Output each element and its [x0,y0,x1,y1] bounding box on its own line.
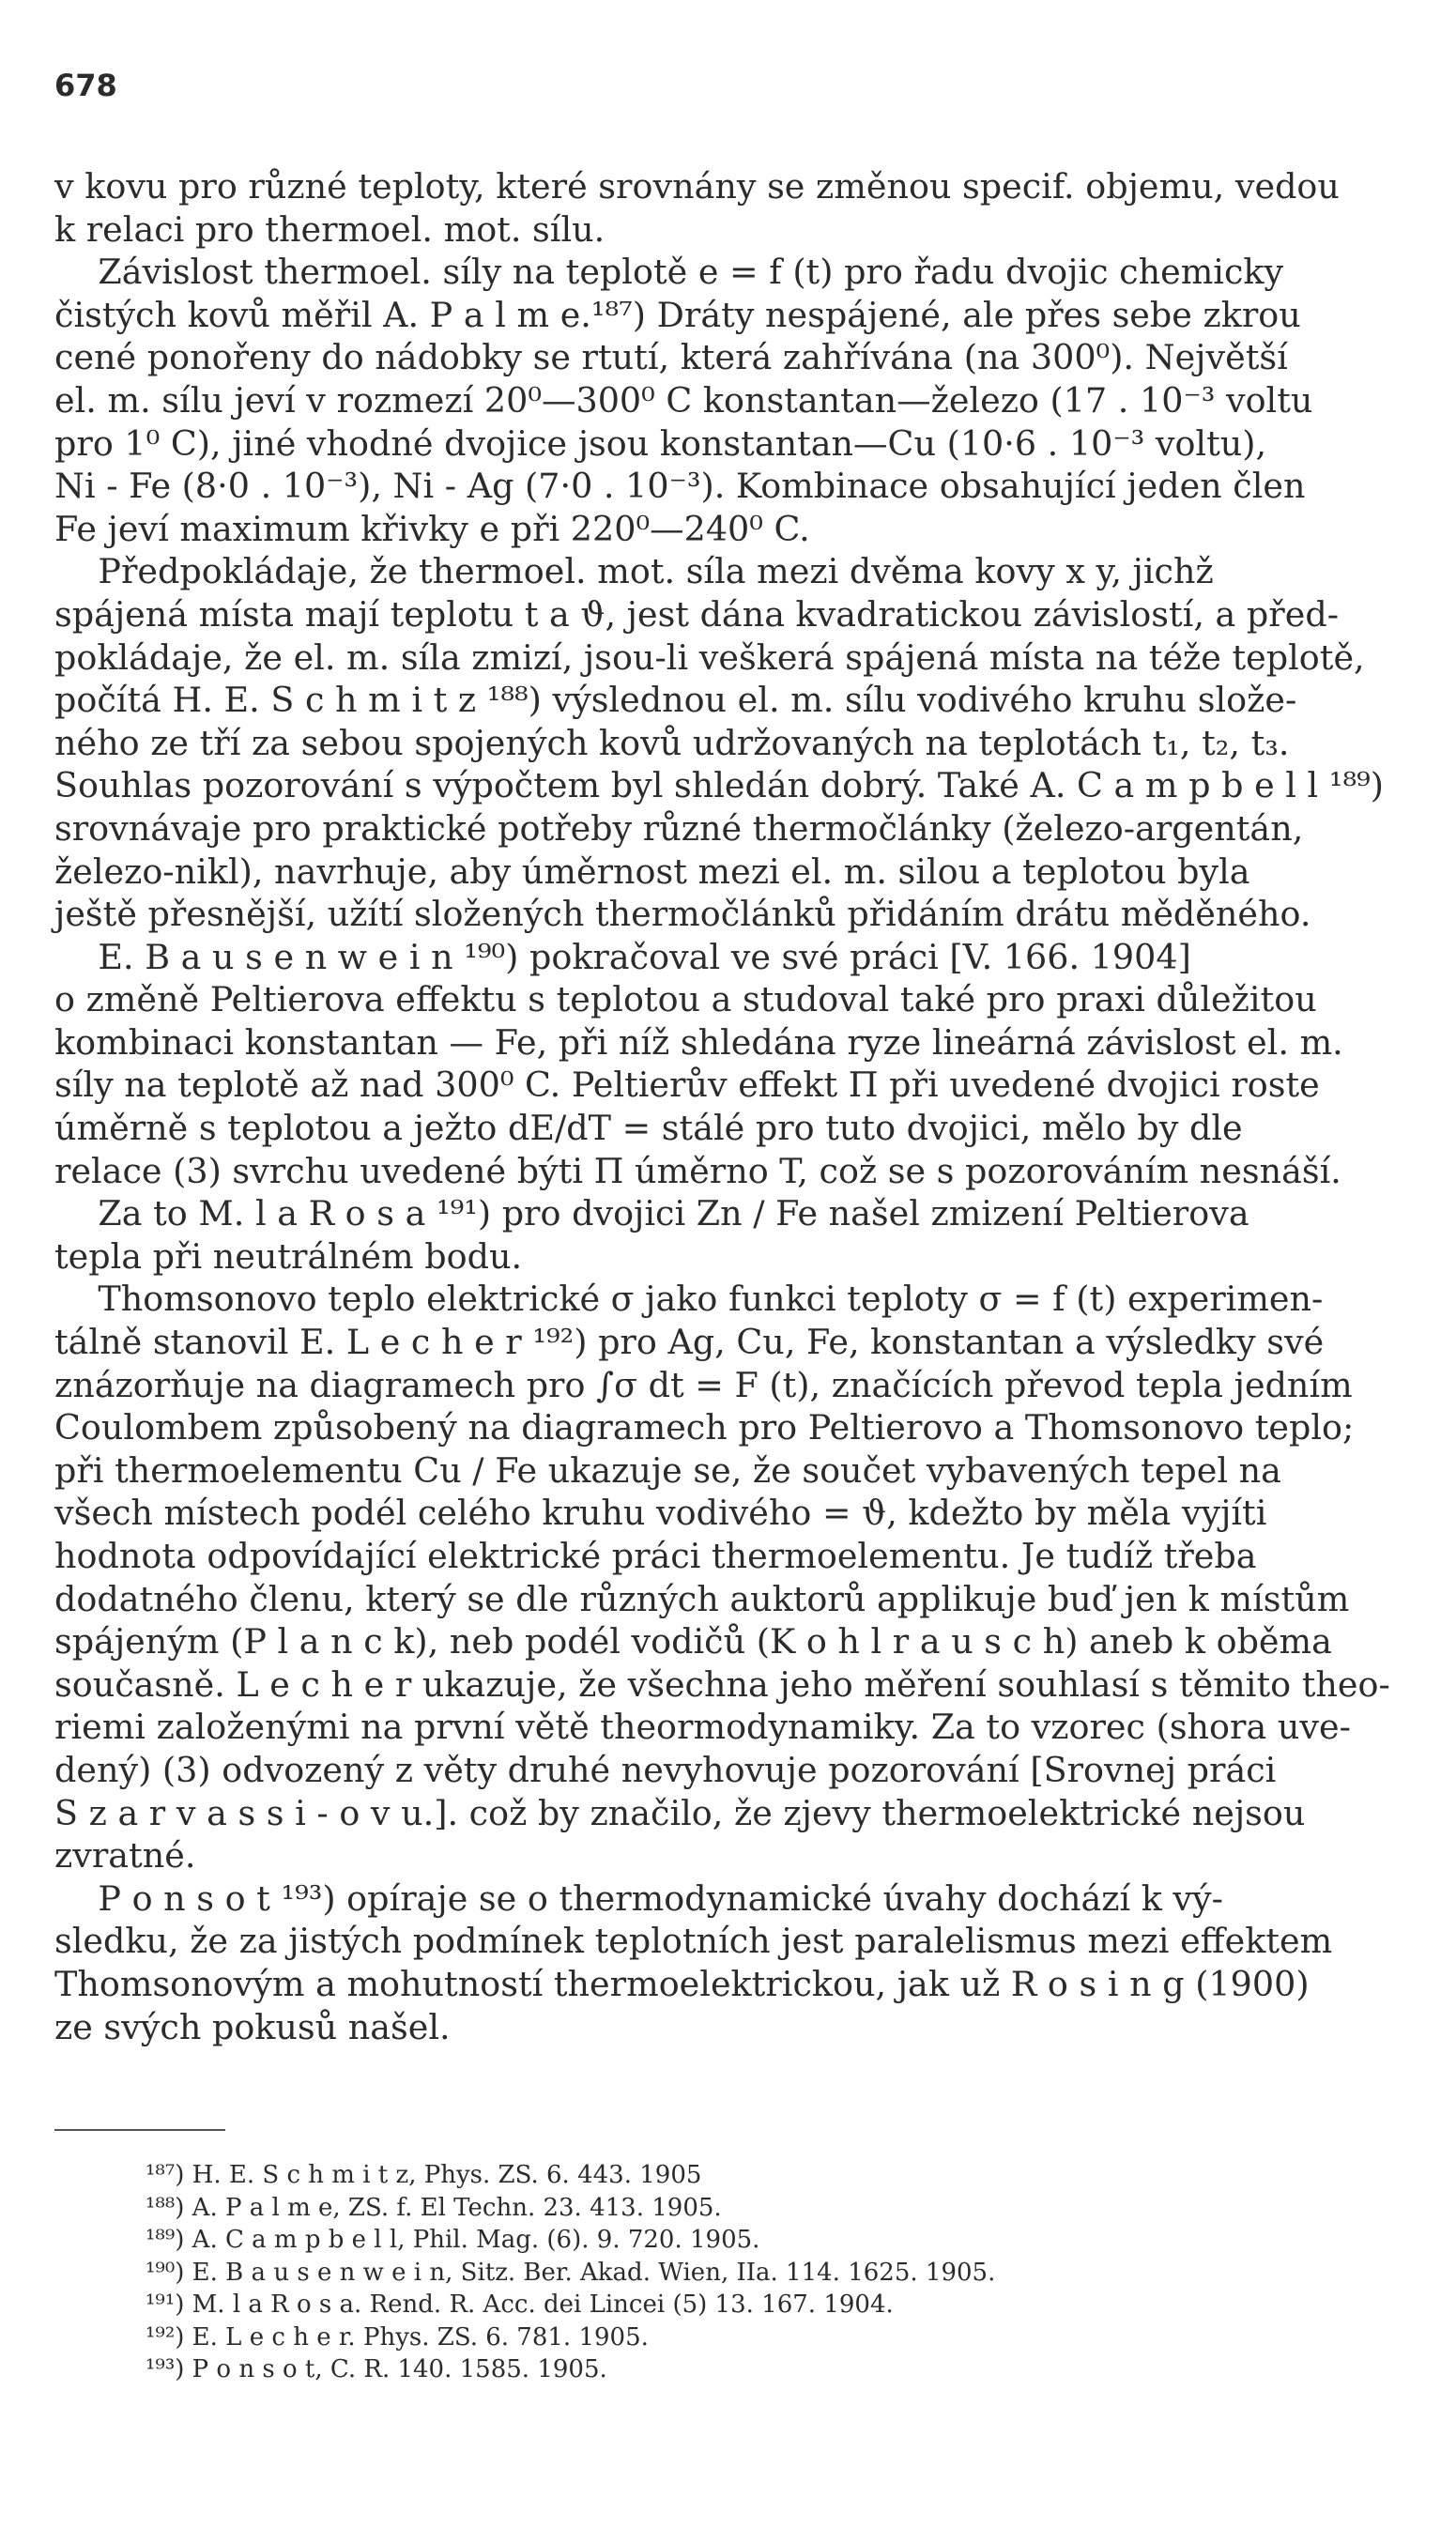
footnote: ¹⁸⁹) A. C a m p b e l l, Phil. Mag. (6). 9. 720. 1905. [146,2226,760,2254]
text-line: počítá H. E. S c h m i t z ¹⁸⁸) výslednou el. m. sílu vodivého kruhu slože- [54,680,1297,721]
text-line: všech místech podél celého kruhu vodivého = ϑ, kdežto by měla vyjíti [54,1493,1267,1534]
text-line: spájená místa mají teplotu t a ϑ, jest dána kvadratickou závislostí, a před- [54,593,1340,635]
text-line: Thomsonovo teplo elektrické σ jako funkci teploty σ = f (t) experimen- [54,1279,1324,1320]
text-line: el. m. sílu jeví v rozmezí 20⁰—300⁰ C konstantan—železo (17 . 10⁻³ voltu [54,379,1313,421]
text-line: Za to M. l a R o s a ¹⁹¹) pro dvojici Zn / Fe našel zmizení Peltierova [54,1193,1249,1234]
text-line: S z a r v a s s i - o v u.]. což by značilo, že zjevy thermoelektrické nejsou [54,1792,1306,1833]
footnote: ¹⁹¹) M. l a R o s a. Rend. R. Acc. dei Lincei (5) 13. 167. 1904. [146,2291,894,2319]
text-line: srovnávaje pro praktické potřeby různé thermočlánky (železo-argentán, [54,807,1304,849]
text-line: ného ze tří za sebou spojených kovů udržovaných na teplotách t₁, t₂, t₃. [54,722,1290,763]
text-line: železo-nikl), navrhuje, aby úměrnost mezi el. m. silou a teplotou byla [54,850,1250,892]
text-line: P o n s o t ¹⁹³) opíraje se o thermodynamické úvahy dochází k vý- [54,1877,1224,1919]
text-line: znázorňuje na diagramech pro ∫σ dt = F (t), značících převod tepla jedním [54,1364,1353,1405]
footnote: ¹⁹⁰) E. B a u s e n w e i n, Sitz. Ber. Akad. Wien, IIa. 114. 1625. 1905. [146,2258,996,2287]
text-line: dený) (3) odvozený z věty druhé nevyhovuje pozorování [Srovnej práci [54,1749,1277,1790]
text-line: ze svých pokusů našel. [54,2006,451,2047]
footnote: ¹⁸⁷) H. E. S c h m i t z, Phys. ZS. 6. 443. 1905 [146,2161,702,2189]
text-line: Ni - Fe (8·0 . 10⁻³), Ni - Ag (7·0 . 10⁻³). Kombinace obsahující jeden člen [54,466,1306,507]
text-line: sledku, že za jistých podmínek teplotních jest paralelismus mezi effektem [54,1921,1333,1962]
footnote-divider [54,2129,225,2131]
text-line: cené ponořeny do nádobky se rtutí, která zahřívána (na 300⁰). Největší [54,337,1288,378]
text-line: Thomsonovým a mohutností thermoelektrickou, jak už R o s i n g (1900) [54,1963,1310,2004]
text-line: Souhlas pozorování s výpočtem byl shledán dobrý. Také A. C a m p b e l l ¹⁸⁹) [54,765,1384,806]
text-line: Předpokládaje, že thermoel. mot. síla mezi dvěma kovy x y, jichž [54,551,1214,592]
text-line: E. B a u s e n w e i n ¹⁹⁰) pokračoval ve své práci [V. 166. 1904] [54,936,1191,977]
text-line: současně. L e c h e r ukazuje, že všechna jeho měření souhlasí s těmito theo- [54,1663,1390,1705]
text-line: Coulombem způsobený na diagramech pro Peltierovo a Thomsonovo teplo; [54,1407,1355,1448]
text-line: relace (3) svrchu uvedené býti Π úměrno T, což se s pozorováním nesnáší. [54,1150,1341,1191]
text-line: čistých kovů měřil A. P a l m e.¹⁸⁷) Dráty nespájené, ale přes sebe zkrou [54,294,1301,335]
footnotes [146,2159,1272,2386]
text-line: zvratné. [54,1835,196,1877]
text-line: spájeným (P l a n c k), neb podél vodičů (K o h l r a u s c h) aneb k oběma [54,1621,1332,1662]
body-text [54,165,1416,2048]
text-line: pokládaje, že el. m. síla zmizí, jsou-li veškerá spájená místa na téže teplotě, [54,636,1365,678]
text-line: riemi založenými na první větě theormodynamiky. Za to vzorec (shora uve- [54,1707,1351,1748]
text-line: při thermoelementu Cu / Fe ukazuje se, že součet vybavených tepel na [54,1449,1281,1491]
text-line: tepla při neutrálném bodu. [54,1235,523,1277]
footnote: ¹⁹²) E. L e c h e r. Phys. ZS. 6. 781. 1905. [146,2322,649,2352]
text-line: síly na teplotě až nad 300⁰ C. Peltierův effekt Π při uvedené dvojici roste [54,1065,1320,1106]
footnote: ¹⁸⁸) A. P a l m e, ZS. f. El Techn. 23. 413. 1905. [146,2193,722,2222]
text-line: ještě přesnější, užítí složených thermočlánků přidáním drátu měděného. [54,894,1311,935]
text-line: k relaci pro thermoel. mot. sílu. [54,208,605,250]
page-number: 678 [54,68,117,103]
footnote: ¹⁹³) P o n s o t, C. R. 140. 1585. 1905. [146,2355,607,2383]
text-line: Závislost thermoel. síly na teplotě e = f (t) pro řadu dvojic chemicky [54,252,1284,293]
text-line: Fe jeví maximum křivky e při 220⁰—240⁰ C. [54,508,810,549]
text-line: v kovu pro různé teploty, které srovnány se změnou specif. objemu, vedou [54,166,1340,207]
text-line: pro 1⁰ C), jiné vhodné dvojice jsou konstantan—Cu (10·6 . 10⁻³ voltu), [54,422,1267,464]
text-line: hodnota odpovídající elektrické práci thermoelementu. Je tudíž třeba [54,1536,1257,1576]
text-line: dodatného členu, který se dle různých auktorů applikuje buď jen k místům [54,1578,1350,1619]
text-line: o změně Peltierova effektu s teplotou a studoval také pro praxi důležitou [54,979,1317,1020]
text-line: úměrně s teplotou a ježto dE/dT = stálé pro tuto dvojici, mělo by dle [54,1108,1243,1149]
text-line: tálně stanovil E. L e c h e r ¹⁹²) pro Ag, Cu, Fe, konstantan a výsledky své [54,1322,1325,1363]
text-line: kombinaci konstantan — Fe, při níž shledána ryze lineárná závislost el. m. [54,1021,1343,1063]
